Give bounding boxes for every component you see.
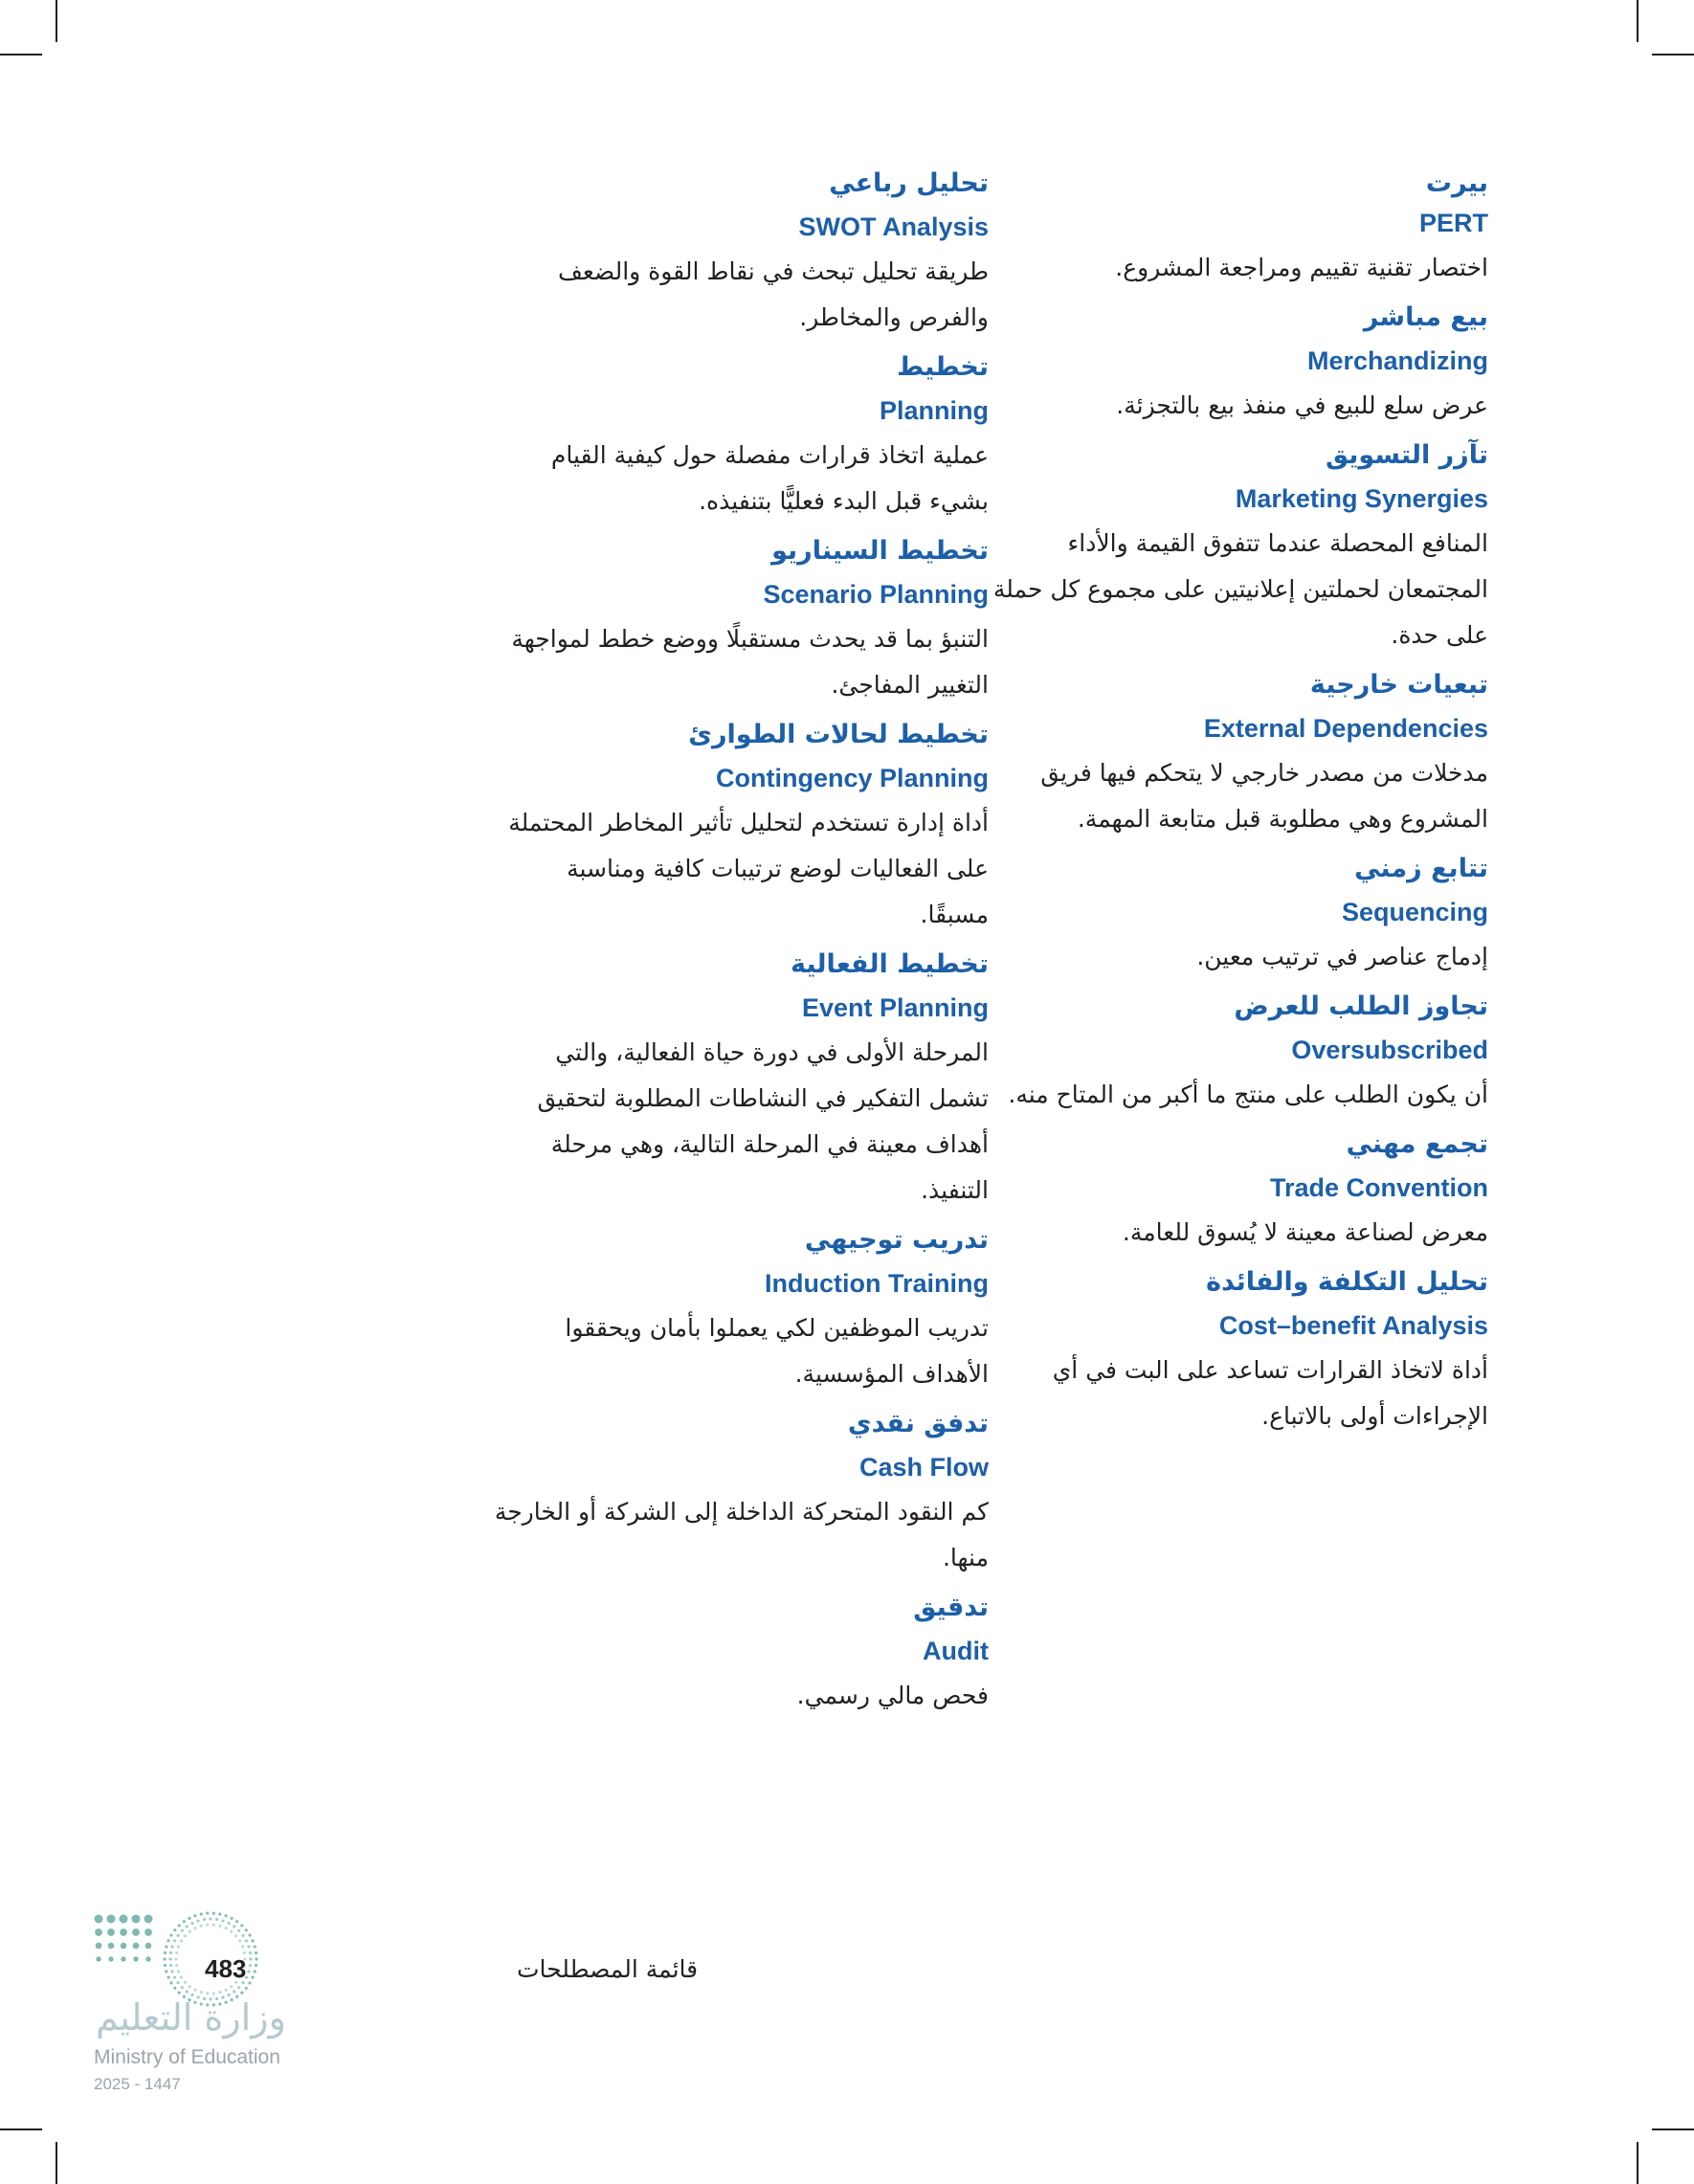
crop-mark: [0, 54, 42, 56]
logo-dot: [186, 1925, 189, 1928]
logo-dot: [189, 1930, 191, 1933]
term-english: Contingency Planning: [715, 764, 989, 792]
term-arabic: تخطيط الفعالية: [791, 949, 989, 979]
logo-dot: [240, 1991, 243, 1994]
logo-dot: [237, 1986, 240, 1989]
logo-dot: [255, 1951, 257, 1954]
term-definition: تدريب الموظفين لكي يعملوا بأمان ويحققوا الأهداف المؤسسية.: [565, 1314, 989, 1388]
crop-mark: [0, 2128, 42, 2130]
logo-dot: [193, 1989, 196, 1992]
logo-dot: [224, 1914, 227, 1917]
logo-dot: [241, 1934, 244, 1937]
term-arabic: تحليل التكلفة والفائدة: [1206, 1267, 1488, 1297]
term-arabic: تدفق نقدي: [847, 1409, 989, 1438]
logo-dot: [240, 1924, 243, 1927]
glossary-entry: [991, 1124, 1488, 1256]
logo-dot: [132, 1915, 141, 1924]
logo-dot: [163, 1957, 166, 1960]
logo-dot: [96, 1943, 102, 1950]
logo-dot: [249, 1964, 252, 1967]
logo-dot: [209, 1917, 212, 1920]
logo-dot: [212, 1924, 215, 1927]
logo-dot: [133, 1956, 138, 1961]
crop-mark: [56, 2142, 57, 2184]
logo-dot: [180, 1939, 183, 1942]
page-number: 483: [205, 1954, 247, 1983]
term-arabic: تتابع زمني: [1354, 854, 1488, 883]
glossary-entry: [991, 163, 1488, 291]
logo-dot: [206, 1912, 209, 1915]
term-definition: عملية اتخاذ قرارات مفصلة حول كيفية القيام بشيء قبل البدء فعليًّا بتنفيذه.: [550, 441, 989, 515]
term-definition: أن يكون الطلب على منتج ما أكبر من المتاح منه.: [1008, 1081, 1488, 1108]
ministry-logo-year: 2025 - 1447: [94, 2075, 181, 2093]
logo-dot: [186, 1990, 189, 1993]
glossary-entry: [491, 163, 989, 341]
logo-dot: [169, 1981, 172, 1984]
logo-dot: [120, 1915, 128, 1924]
term-english: Planning: [880, 396, 989, 425]
logo-dot: [145, 1943, 152, 1950]
term-arabic: تجاوز الطلب للعرض: [1234, 992, 1488, 1021]
logo-dot: [169, 1964, 172, 1967]
logo-dot: [247, 1970, 250, 1972]
logo-dot: [235, 1920, 238, 1923]
term-definition: مدخلات من مصدر خارجي لا يتحكم فيها فريق المشروع وهي مطلوبة قبل متابعة المهمة.: [1040, 759, 1488, 833]
logo-dot: [255, 1957, 257, 1960]
logo-dot: [178, 1924, 181, 1927]
logo-dot: [241, 1945, 244, 1948]
logo-dot: [224, 1989, 227, 1992]
ministry-logo-english: Ministry of Education: [94, 2046, 280, 2068]
logo-dot: [189, 1985, 191, 1988]
term-arabic: بيرت: [1425, 168, 1488, 198]
logo-dot: [108, 1956, 113, 1961]
logo-dot: [184, 1934, 187, 1937]
glossary-entry: [491, 530, 989, 708]
logo-dot: [245, 1939, 248, 1942]
logo-dot: [173, 1939, 176, 1942]
logo-dot: [165, 1945, 167, 1948]
logo-dot: [107, 1915, 116, 1924]
glossary-entry: [991, 986, 1488, 1118]
logo-dot: [215, 1918, 218, 1921]
term-definition: طريقة تحليل تبحث في نقاط القوة والضعف والفرص والمخاطر.: [557, 257, 989, 331]
logo-dot: [175, 1964, 178, 1967]
logo-dot: [108, 1943, 115, 1950]
term-arabic: تخطيط السيناريو: [771, 536, 989, 566]
logo-dot: [184, 1981, 187, 1984]
logo-dot: [247, 1945, 250, 1948]
term-definition: معرض لصناعة معينة لا يُسوق للعامة.: [1122, 1218, 1488, 1246]
logo-dot: [107, 1928, 115, 1936]
logo-dot: [251, 1976, 254, 1979]
term-arabic: تجمع مهني: [1346, 1129, 1488, 1159]
term-definition: عرض سلع للبيع في منفذ بيع بالتجزئة.: [1116, 391, 1488, 419]
glossary-entry: [491, 714, 989, 938]
term-definition: أداة لاتخاذ القرارات تساعد على البت في أي الإجراءات أولى بالاتباع.: [1052, 1356, 1488, 1430]
logo-dot: [224, 1927, 227, 1929]
logo-dot: [170, 1945, 173, 1948]
term-definition: التنبؤ بما قد يحدث مستقبلًا ووضع خطط لمواجهة التغيير المفاجئ.: [511, 625, 989, 699]
term-english: Oversubscribed: [1291, 1036, 1488, 1064]
logo-dot: [183, 1920, 186, 1923]
logo-dot: [234, 1934, 237, 1937]
term-definition: أداة إدارة تستخدم لتحليل تأثير المخاطر المحتملة على الفعاليات لوضع ترتيبات كافية ومناسبة مسبقًا.: [508, 809, 989, 928]
crop-mark: [1637, 2142, 1638, 2184]
term-definition: فحص مالي رسمي.: [796, 1682, 989, 1709]
term-arabic: تدقيق: [913, 1593, 989, 1622]
term-arabic: تخطيط لحالات الطوارئ: [688, 720, 989, 749]
logo-dot: [175, 1951, 178, 1954]
logo-dot: [245, 1987, 248, 1990]
logo-dot: [237, 1929, 240, 1932]
logo-dot: [133, 1943, 140, 1950]
logo-dot: [167, 1976, 169, 1979]
glossary-entry: [991, 848, 1488, 980]
logo-dot: [145, 1915, 153, 1924]
logo-dot: [248, 1933, 251, 1936]
logo-dot: [178, 1991, 181, 1994]
term-definition: المرحلة الأولى في دورة حياة الفعالية، والتي تشمل التفكير في النشاطات المطلوبة لتحقيق أهداف معينة في المرحلة التالية، وهي مرحلة التنفيذ.: [537, 1038, 989, 1204]
logo-dot: [249, 1957, 252, 1960]
logo-dot: [173, 1987, 176, 1990]
logo-dot: [121, 1943, 127, 1950]
logo-dot: [190, 1922, 193, 1925]
logo-dot: [173, 1975, 176, 1978]
logo-dot: [193, 1914, 196, 1917]
term-english: Induction Training: [765, 1269, 989, 1298]
logo-dot: [212, 1992, 215, 1995]
logo-dot: [170, 1970, 173, 1972]
term-english: Cost–benefit Analysis: [1218, 1311, 1488, 1340]
logo-dot: [181, 1929, 184, 1932]
logo-dot: [238, 1939, 241, 1942]
logo-dot: [95, 1915, 103, 1924]
logo-dot: [227, 1922, 230, 1925]
logo-dot: [200, 1912, 203, 1915]
crop-mark: [1637, 0, 1638, 42]
ministry-logo-arabic: وزارة التعليم: [96, 1996, 286, 2039]
footer-section-title: قائمة المصطلحات: [517, 1955, 699, 1983]
logo-dot: [169, 1933, 172, 1936]
logo-dot: [200, 1991, 203, 1994]
term-arabic: تدريب توجيهي: [804, 1225, 989, 1255]
logo-dot: [188, 1917, 190, 1920]
logo-dot: [95, 1928, 102, 1936]
crop-mark: [1652, 2128, 1694, 2130]
logo-dot: [176, 1934, 179, 1937]
term-arabic: تبعيات خارجية: [1309, 670, 1488, 700]
logo-dot: [218, 1925, 221, 1928]
logo-dot: [233, 1990, 235, 1993]
term-definition: المنافع المحصلة عندما تتفوق القيمة والأداء المجتمعان لحملتين إعلانيتين على مجموع كل حملة على حدة.: [992, 529, 1488, 649]
glossary-entry: [491, 1403, 989, 1581]
term-arabic: تخطيط: [897, 352, 989, 382]
glossary-entry: [491, 346, 989, 524]
logo-dot: [176, 1981, 179, 1984]
logo-dot: [230, 1917, 233, 1920]
term-english: Sequencing: [1341, 898, 1488, 926]
term-english: Event Planning: [801, 993, 989, 1022]
logo-dot: [174, 1957, 177, 1960]
logo-dot: [218, 1991, 221, 1994]
logo-dot: [181, 1986, 184, 1989]
term-arabic: تآزر التسويق: [1325, 440, 1488, 470]
glossary-entry: [491, 944, 989, 1214]
term-english: Audit: [923, 1637, 989, 1665]
term-english: External Dependencies: [1203, 714, 1488, 743]
logo-dot: [230, 1985, 233, 1988]
logo-dot: [177, 1945, 180, 1948]
logo-dot: [249, 1951, 252, 1954]
logo-dot: [96, 1956, 100, 1961]
logo-dot: [120, 1928, 127, 1936]
term-english: PERT: [1418, 209, 1488, 237]
term-english: Merchandizing: [1306, 346, 1488, 375]
logo-dot: [230, 1930, 233, 1933]
glossary-column-left: [491, 163, 989, 1725]
glossary-entry: [491, 1219, 989, 1397]
logo-dot: [218, 1912, 221, 1915]
logo-dot: [212, 1912, 215, 1915]
logo-dot: [121, 1956, 125, 1961]
logo-dot: [206, 1992, 209, 1995]
term-english: Cash Flow: [858, 1453, 989, 1482]
logo-dot: [254, 1970, 256, 1972]
logo-dot: [221, 1919, 224, 1922]
term-english: SWOT Analysis: [798, 212, 989, 241]
logo-dot: [168, 1957, 171, 1960]
term-arabic: بيع مباشر: [1363, 302, 1488, 332]
term-english: Trade Convention: [1269, 1173, 1488, 1202]
logo-dot: [233, 1925, 235, 1928]
glossary-entry: [991, 1261, 1488, 1439]
logo-dot: [193, 1927, 196, 1929]
glossary-entry: [991, 664, 1488, 842]
glossary-column-right: [991, 163, 1488, 1445]
logo-dot: [145, 1928, 152, 1936]
glossary-entry: [491, 1587, 989, 1719]
logo-dot: [177, 1970, 180, 1972]
logo-dot: [169, 1951, 172, 1954]
term-definition: كم النقود المتحركة الداخلة إلى الشركة أو الخارجة منها.: [494, 1498, 989, 1571]
logo-dot: [132, 1928, 140, 1936]
term-definition: اختصار تقنية تقييم ومراجعة المشروع.: [1115, 254, 1488, 281]
logo-dot: [165, 1970, 167, 1972]
logo-dot: [254, 1945, 256, 1948]
logo-dot: [200, 1925, 203, 1928]
logo-dot: [164, 1951, 167, 1954]
logo-dot: [206, 1924, 209, 1927]
logo-dot: [145, 1956, 150, 1961]
term-english: Marketing Synergies: [1235, 484, 1488, 513]
logo-dot: [245, 1928, 248, 1931]
term-definition: إدماج عناصر في ترتيب معين.: [1196, 943, 1488, 970]
term-arabic: تحليل رباعي: [829, 168, 989, 198]
logo-dot: [180, 1975, 183, 1978]
logo-dot: [255, 1964, 257, 1967]
logo-dot: [173, 1928, 176, 1931]
crop-mark: [1652, 54, 1694, 56]
glossary-entry: [991, 435, 1488, 658]
logo-dot: [164, 1964, 167, 1967]
term-english: Scenario Planning: [763, 580, 989, 609]
logo-dot: [251, 1939, 254, 1942]
logo-dot: [196, 1919, 199, 1922]
logo-dot: [248, 1981, 251, 1984]
crop-mark: [56, 0, 57, 42]
glossary-entry: [991, 297, 1488, 429]
logo-dot: [167, 1939, 169, 1942]
logo-dot: [203, 1918, 206, 1921]
